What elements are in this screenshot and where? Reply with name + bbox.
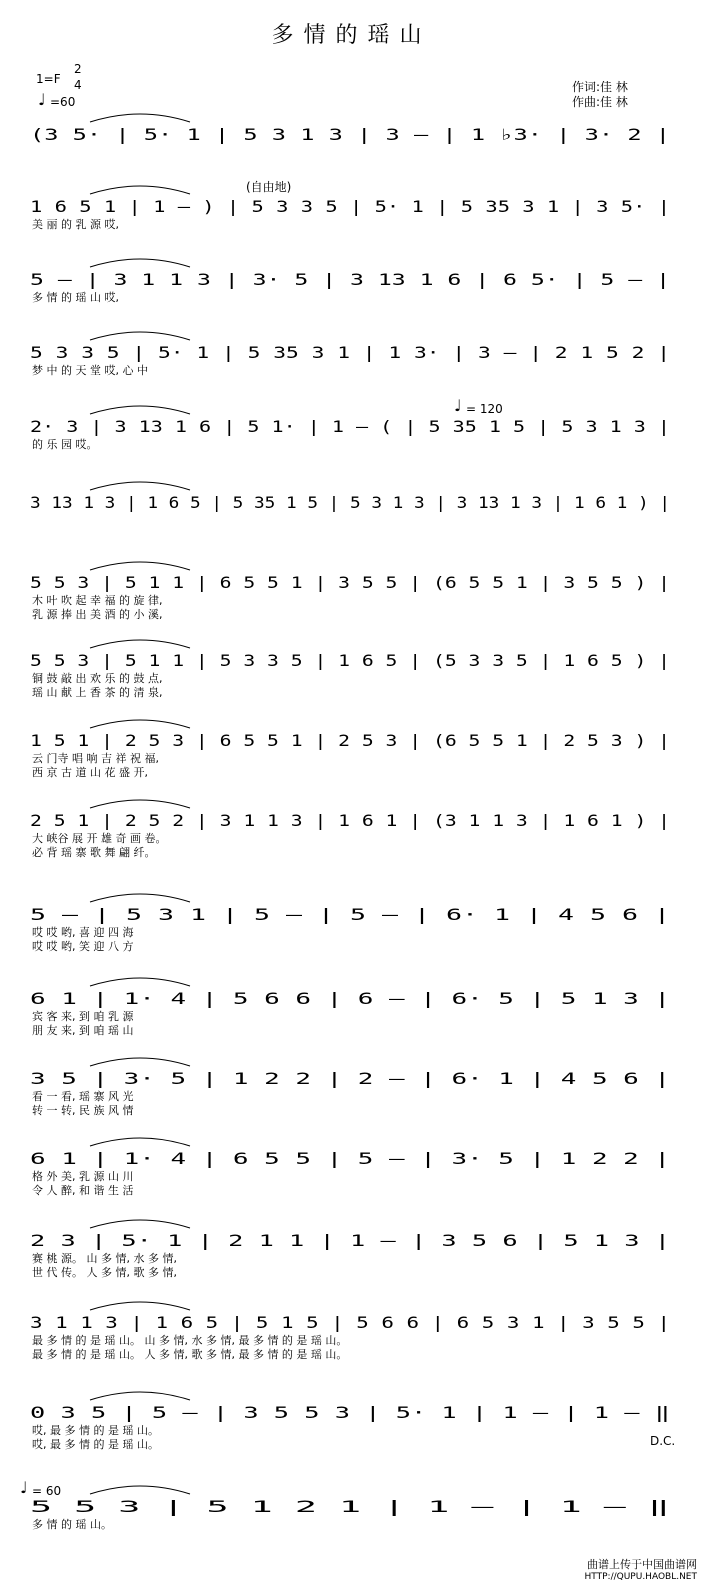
lyric-line: 铜 鼓 敲 出 欢 乐 的 鼓 点,: [32, 672, 163, 685]
lyric-line: 令 人 醉, 和 谐 生 活: [32, 1184, 134, 1197]
lyric-line: 赛 桃 源。 山 多 情, 水 多 情,: [32, 1252, 177, 1265]
slur-arc: [90, 1138, 190, 1146]
notation-row: 1 5 1 | 2 5 3 | 6 5 5 1 | 2 5 3 | (6 5 5 1 | 2 5 3 ) |: [30, 731, 670, 750]
notation-row: 1 6 5 1 | 1 – ) | 5 3 3 5 | 5· 1 | 5 35 3 1 | 3 5· |: [30, 197, 670, 216]
notation-row: 5 5 3 | 5 1 1 | 6 5 5 1 | 3 5 5 | (6 5 5 1 | 3 5 5 ) |: [30, 573, 670, 592]
slur-arc: [90, 114, 190, 122]
time-signature-bottom: 4: [74, 78, 82, 92]
notation-row: 2 5 1 | 2 5 2 | 3 1 1 3 | 1 6 1 | (3 1 1 3 | 1 6 1 ) |: [30, 811, 670, 830]
slur-arc: [90, 1058, 190, 1066]
slur-arc: [90, 978, 190, 986]
dc-mark: D.C.: [650, 1434, 676, 1448]
lyric-line: 多 情 的 瑶 山。: [32, 1518, 112, 1531]
slur-arc: [90, 1220, 190, 1228]
slur-arc: [90, 1486, 190, 1494]
notation-row: 5 5 3 | 5 1 2 1 | 1 – | 1 – ‖: [30, 1497, 670, 1516]
tempo-mark-3: = 60: [32, 1484, 62, 1498]
lyric-line: 格 外 美, 乳 源 山 川: [32, 1170, 134, 1183]
lyric-line: 世 代 传。 人 多 情, 歌 多 情,: [32, 1266, 177, 1279]
lyric-line: 最 多 情 的 是 瑶 山。 人 多 情, 歌 多 情, 最 多 情 的 是 瑶 山。: [32, 1348, 348, 1361]
slur-arc: [90, 482, 190, 490]
lyric-line: 西 京 古 道 山 花 盛 开,: [32, 766, 148, 779]
slur-arc: [90, 186, 190, 194]
lyric-line: 大 峡谷 展 开 雄 奇 画 卷。: [32, 832, 167, 845]
slur-arc: [90, 332, 190, 340]
notation-row: 3 13 1 3 | 1 6 5 | 5 35 1 5 | 5 3 1 3 | 3 13 1 3 | 1 6 1 ) |: [30, 493, 670, 512]
lyric-line: 看 一 看, 瑶 寨 风 光: [32, 1090, 134, 1103]
lyric-line: 瑶 山 献 上 香 茶 的 清 泉,: [32, 686, 163, 699]
slur-arc: [90, 1302, 190, 1310]
lyric-line: 哎 哎 哟, 笑 迎 八 方: [32, 940, 134, 953]
notation-row: 2· 3 | 3 13 1 6 | 5 1· | 1 – ( | 5 35 1 5 | 5 3 1 3 |: [30, 417, 670, 436]
notation-row: 6 1 | 1· 4 | 6 5 5 | 5 – | 3· 5 | 1 2 2 |: [30, 1149, 670, 1168]
slur-arc: [90, 259, 190, 267]
lyric-line: 最 多 情 的 是 瑶 山。 山 多 情, 水 多 情, 最 多 情 的 是 瑶 山。: [32, 1334, 348, 1347]
notation-row: 3 5 | 3· 5 | 1 2 2 | 2 – | 6· 1 | 4 5 6 |: [30, 1069, 670, 1088]
key-signature: 1=F: [36, 72, 61, 86]
slur-arc: [90, 562, 190, 570]
slur-arc: [90, 894, 190, 902]
time-signature-top: 2: [74, 62, 82, 76]
lyric-line: 哎, 最 多 情 的 是 瑶 山。: [32, 1438, 159, 1451]
notation-row: 3 1 1 3 | 1 6 5 | 5 1 5 | 5 6 6 | 6 5 3 1 | 3 5 5 |: [30, 1313, 670, 1332]
lyric-line: 哎, 最 多 情 的 是 瑶 山。: [32, 1424, 159, 1437]
quarter-note-icon: ♩: [454, 396, 462, 415]
notation-row: 2 3 | 5· 1 | 2 1 1 | 1 – | 3 5 6 | 5 1 3 |: [30, 1231, 670, 1250]
lyric-line: 乳 源 捧 出 美 酒 的 小 溪,: [32, 608, 163, 621]
footer-url: HTTP://QUPU.HAOBL.NET: [584, 1572, 697, 1582]
page-title: 多情的瑶山: [271, 23, 432, 48]
lyric-line: 木 叶 吹 起 幸 福 的 旋 律,: [32, 594, 163, 607]
quarter-note-icon: ♩: [38, 90, 46, 109]
slur-arc: [90, 406, 190, 414]
tempo-mark: =60: [50, 95, 76, 109]
tempo-mark-2: = 120: [466, 402, 503, 416]
lyric-line: 云 门寺 唱 响 吉 祥 祝 福,: [32, 752, 159, 765]
lyric-line: 必 背 瑶 寨 歌 舞 翩 纤。: [32, 846, 156, 859]
composer: 作曲:佳 林: [572, 95, 628, 109]
lyric-line: 美 丽 的 乳 源 哎,: [32, 218, 119, 231]
slur-arc: [90, 640, 190, 648]
lyric-line: 转 一 转, 民 族 风 情: [32, 1104, 134, 1117]
lyric-line: 哎 哎 哟, 喜 迎 四 海: [32, 926, 134, 939]
lyric-line: 多 情 的 瑶 山 哎,: [32, 291, 119, 304]
notation-row: 5 – | 3 1 1 3 | 3· 5 | 3 13 1 6 | 6 5· | 5 – |: [30, 270, 670, 289]
lyric-line: 宾 客 来, 到 咱 乳 源: [32, 1010, 134, 1023]
slur-arc: [90, 1392, 190, 1400]
notation-row: (3 5· | 5· 1 | 5 3 1 3 | 3 – | 1 ♭3· | 3· 2 |: [30, 125, 670, 144]
slur-arc: [90, 720, 190, 728]
lyric-line: 梦 中 的 天 堂 哎, 心 中: [32, 364, 148, 377]
footer-site: 曲谱上传于中国曲谱网: [587, 1558, 697, 1571]
notation-row: 5 5 3 | 5 1 1 | 5 3 3 5 | 1 6 5 | (5 3 3 5 | 1 6 5 ) |: [30, 651, 670, 670]
lyric-line: 朋 友 来, 到 咱 瑶 山: [32, 1024, 134, 1037]
notation-row: 6 1 | 1· 4 | 5 6 6 | 6 – | 6· 5 | 5 1 3 |: [30, 989, 670, 1008]
free-tempo-mark: (自由地): [246, 180, 292, 194]
lyric-line: 的 乐 园 哎。: [32, 438, 98, 451]
notation-row: 5 3 3 5 | 5· 1 | 5 35 3 1 | 1 3· | 3 – | 2 1 5 2 |: [30, 343, 670, 362]
quarter-note-icon: ♩: [20, 1478, 28, 1497]
notation-row: 0 3 5 | 5 – | 3 5 5 3 | 5· 1 | 1 – | 1 – ‖: [30, 1403, 670, 1422]
notation-row: 5 – | 5 3 1 | 5 – | 5 – | 6· 1 | 4 5 6 |: [30, 905, 670, 924]
lyricist: 作词:佳 林: [572, 80, 628, 94]
slur-arc: [90, 800, 190, 808]
